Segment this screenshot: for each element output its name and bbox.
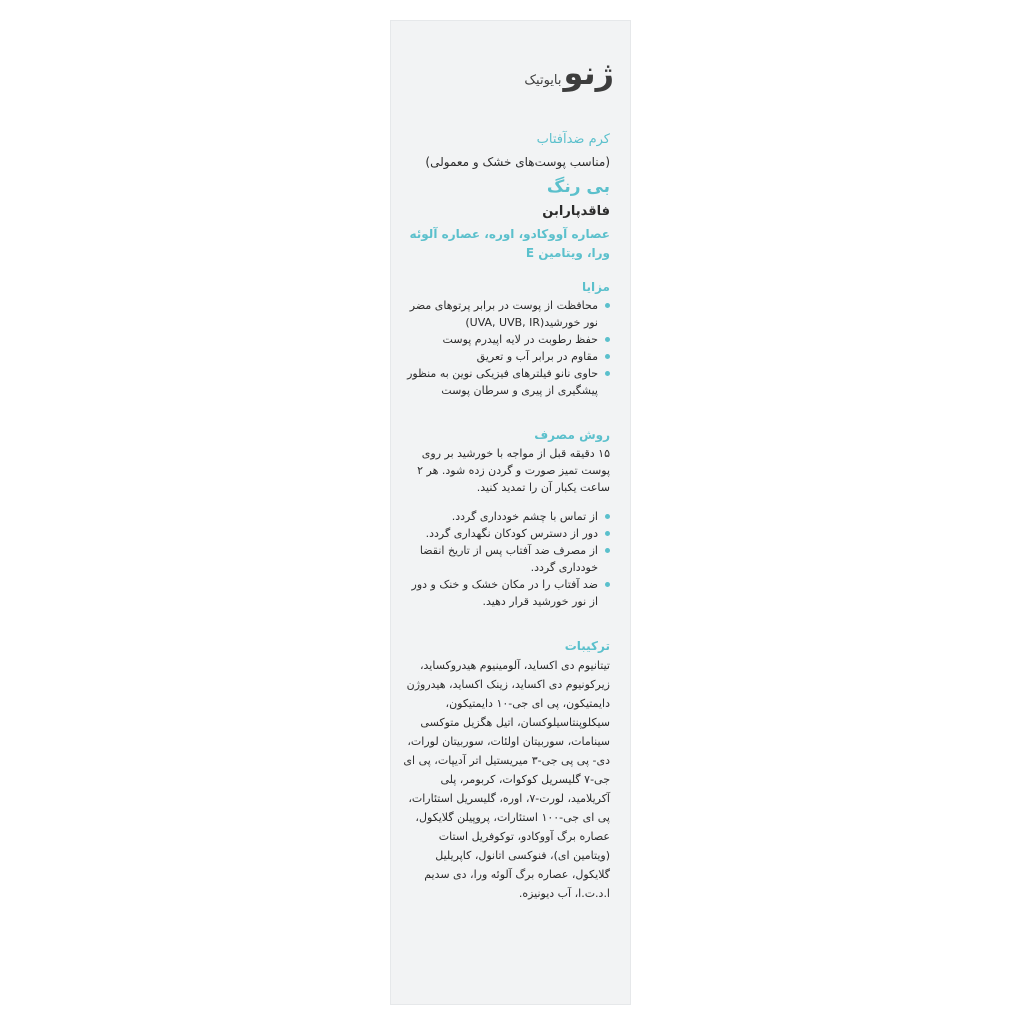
list-item [401,508,610,525]
advantages-section [401,277,610,399]
bullet-icon [605,514,610,519]
bullet-icon [605,354,610,359]
bullet-icon [605,548,610,553]
list-item-text: حفظ رطوبت در لایه اپیدرم پوست [442,333,598,346]
paraben-free-label: فاقدپارابن [542,204,610,219]
list-item-text: محافظت از پوست در برابر پرتوهای مضر نور خورشید(UVA, UVB, IR) [409,299,598,329]
ingredients-title: ترکیبات [564,639,610,653]
skin-type: (مناسب پوست‌های خشک و معمولی) [425,155,610,169]
list-item [401,525,610,542]
list-item [401,331,610,348]
product-type: کرم ضدآفتاب [536,132,610,147]
extracts-line: عصاره آووکادو، اوره، عصاره آلوئه ورا، ویتامین E [409,227,610,260]
advantages-list [401,297,610,399]
bullet-icon [605,337,610,342]
list-item [401,576,610,610]
box-content [401,129,610,903]
list-item [401,348,610,365]
bullet-icon [605,531,610,536]
product-box-panel [391,21,630,1004]
list-item-text: از مصرف ضد آفتاب پس از تاریخ انقضا خودداری گردد. [419,544,598,574]
usage-title: روش مصرف [534,428,610,442]
ingredients-text: تیتانیوم دی اکساید، آلومینیوم هیدروکساید، زیرکونیوم دی اکساید، زینک اکساید، هیدروژن دایمتیکون، پی ای جی-۱۰ دایمتیکون، سیکلوپنتاسیلوکسان، اتیل هگزیل متوکسی سینامات، سوربیتان اولئات، سوربیتان لورات، دی- پی پی جی-۳ میریستیل اتر آدیپات، پی ای جی-۷ گلیسریل کوکوات، کربومر، پلی آکریلامید، لورت-۷، اوره، گلیسریل استئارات، پی ای جی-۱۰۰ استئارات، پروپیلن گلایکول، عصاره برگ آووکادو، توکوفریل استات (ویتامین ای)، فنوکسی اتانول، کاپریلیل گلایکول، عصاره برگ آلوئه ورا، دی سدیم ا.د.ت.ا، آب دیونیزه. [403,659,610,900]
list-item [401,297,610,331]
ingredients-section [401,636,610,903]
list-item [401,542,610,576]
usage-section [401,425,610,496]
list-item-text: مقاوم در برابر آب و تعریق [476,350,598,363]
color-label: بی رنگ [546,177,610,197]
warnings-section [401,508,610,610]
advantages-title: مزایا [581,280,610,294]
bullet-icon [605,371,610,376]
list-item-text: دور از دسترس کودکان نگهداری گردد. [425,527,598,540]
list-item-text: ضد آفتاب را در مکان خشک و خنک و دور از نور خورشید قرار دهید. [411,578,598,608]
warnings-list [401,508,610,610]
list-item-text: حاوی نانو فیلترهای فیزیکی نوین به منظور پیشگیری از پیری و سرطان پوست [407,367,598,397]
bullet-icon [605,303,610,308]
usage-text: ۱۵ دقیقه قبل از مواجه با خورشید بر روی پوست تمیز صورت و گردن زده شود. هر ۲ ساعت یکبار آن را تمدید کنید. [417,447,610,494]
bullet-icon [605,582,610,587]
logo-brand-text: ژنو [563,54,614,92]
list-item [401,365,610,399]
brand-logo [524,54,614,92]
list-item-text: از تماس با چشم خودداری گردد. [451,510,598,523]
logo-suffix-text: بایوتیک [524,73,562,88]
